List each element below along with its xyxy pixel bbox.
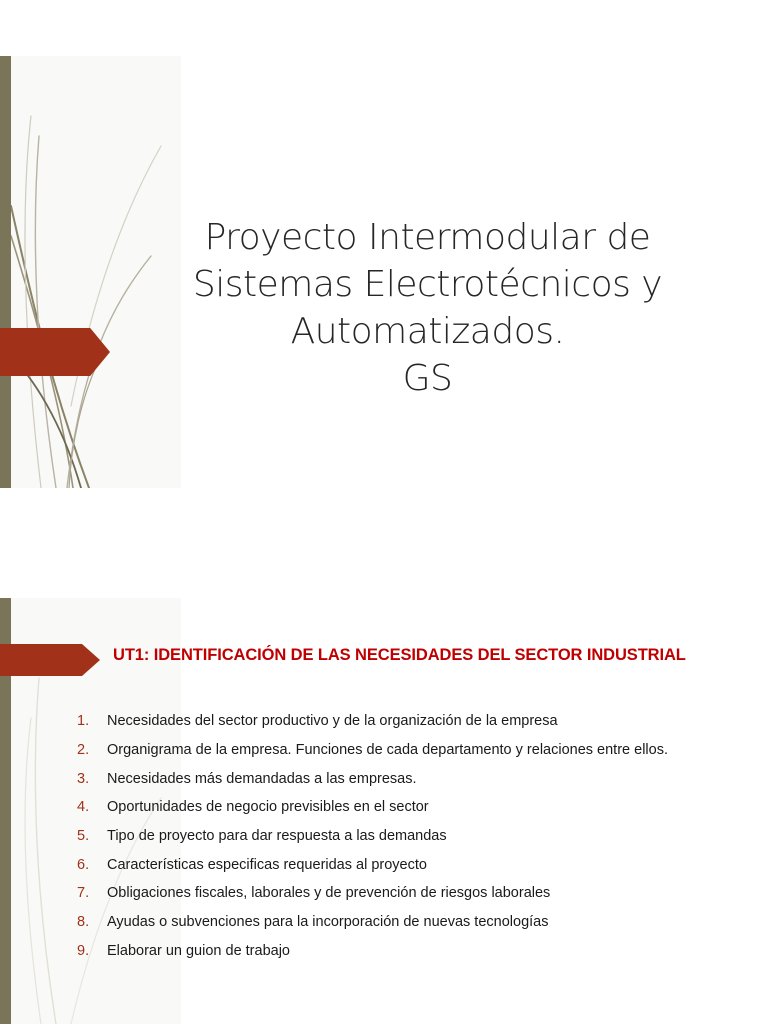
list-item xyxy=(77,850,668,879)
title-line: Sistemas Electrotécnicos y xyxy=(192,264,663,305)
side-bar xyxy=(0,56,11,488)
list-item-number: 6. xyxy=(77,856,90,873)
list-item-number: 3. xyxy=(77,770,90,787)
list-item xyxy=(77,764,668,793)
accent-arrow-tag xyxy=(0,644,100,676)
list-item-text: Necesidades más demandadas a las empresas. xyxy=(107,770,417,787)
title-line: Automatizados. xyxy=(290,311,565,352)
list-item-text: Organigrama de la empresa. Funciones de cada departamento y relaciones entre ellos. xyxy=(107,742,668,759)
topic-list xyxy=(77,707,668,965)
list-item-text: Características especificas requeridas al proyecto xyxy=(107,856,427,873)
list-item-number: 5. xyxy=(77,828,90,845)
content-slide xyxy=(0,598,768,1024)
list-item-number: 2. xyxy=(77,742,90,759)
list-item-text: Elaborar un guion de trabajo xyxy=(107,942,290,959)
list-item xyxy=(77,707,668,736)
grass-decoration xyxy=(11,56,181,488)
accent-arrow-tag xyxy=(0,328,110,376)
title-line: GS xyxy=(402,358,453,399)
list-item-text: Tipo de proyecto para dar respuesta a las demandas xyxy=(107,828,447,845)
list-item xyxy=(77,793,668,822)
list-item-text: Necesidades del sector productivo y de la organización de la empresa xyxy=(107,713,558,730)
list-item-text: Obligaciones fiscales, laborales y de prevención de riesgos laborales xyxy=(107,885,551,902)
title-slide xyxy=(0,56,768,488)
list-item xyxy=(77,822,668,851)
presentation-title xyxy=(160,214,695,402)
title-line: Proyecto Intermodular de xyxy=(204,217,651,258)
list-item-number: 1. xyxy=(77,713,90,730)
list-item-number: 8. xyxy=(77,914,90,931)
list-item-text: Ayudas o subvenciones para la incorporación de nuevas tecnologías xyxy=(107,914,549,931)
list-item-number: 4. xyxy=(77,799,90,816)
list-item xyxy=(77,937,668,966)
list-item-number: 7. xyxy=(77,885,90,902)
list-item xyxy=(77,879,668,908)
list-item xyxy=(77,736,668,765)
list-item-number: 9. xyxy=(77,942,90,959)
list-item xyxy=(77,908,668,937)
unit-heading: UT1: IDENTIFICACIÓN DE LAS NECESIDADES DEL SECTOR INDUSTRIAL xyxy=(113,646,686,664)
list-item-text: Oportunidades de negocio previsibles en el sector xyxy=(107,799,429,816)
